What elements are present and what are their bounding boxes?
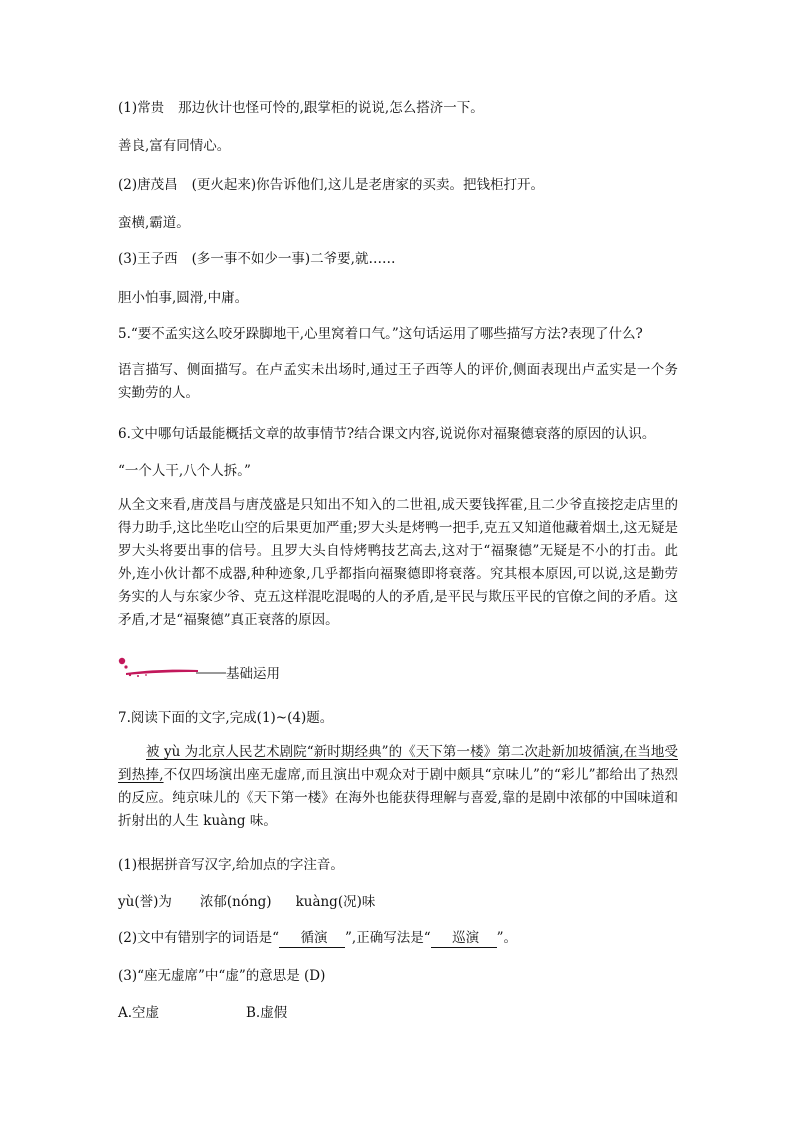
q4-item1 <box>118 99 484 117</box>
q7-sub2-wrong: 循演 <box>279 929 345 948</box>
q6-answer-quote: “一个人干,八个人拆。” <box>118 463 251 479</box>
section-swoosh-icon <box>118 656 228 686</box>
q7-passage <box>118 741 678 833</box>
q7-sub1-c: kuàng(况)味 <box>295 894 376 910</box>
q7-sub2-pre: (2)文中有错别字的词语是“ <box>118 930 280 946</box>
q7-option-b: B.虚假 <box>246 1005 288 1021</box>
q7-sub1-b: 浓郁(nóng) <box>199 894 272 910</box>
q4-item2-label: (2)唐茂昌 <box>118 177 178 193</box>
q7-sub2-mid: ”,正确写法是“ <box>345 930 431 946</box>
q7-question: 7.阅读下面的文字,完成(1)~(4)题。 <box>118 710 334 726</box>
q7-sub2-post: ”。 <box>496 930 518 946</box>
q6-question: 6.文中哪句话最能概括文章的故事情节?结合课文内容,说说你对福聚德衰落的原因的认识。 <box>118 426 656 442</box>
q4-item1-label: (1)常贵 <box>118 100 165 116</box>
q7-sub2 <box>118 929 517 948</box>
q7-sub1: (1)根据拼音写汉字,给加点的字注音。 <box>118 857 344 873</box>
section-header <box>118 656 318 686</box>
q4-item3-answer: 胆小怕事,圆滑,中庸。 <box>118 290 249 306</box>
q4-item3-label: (3)王子西 <box>118 251 178 267</box>
q7-sub1-answers <box>118 893 375 911</box>
q7-options <box>118 1004 287 1022</box>
q4-item3-text: (多一事不如少一事)二爷要,就…… <box>191 251 396 267</box>
section-title: 基础运用 <box>226 666 280 682</box>
q7-passage-rest: 不仅四场演出座无虚席,而且演出中观众对于剧中颇具“京味儿”的“彩儿”都给出了热烈的反应。纯京味儿的《天下第一楼》在海外也能获得理解与喜爱,靠的是剧中浓郁的中国味道和折射出的人生 kuàng 味。 <box>118 767 678 829</box>
q7-sub3: (3)“座无虚席”中“虚”的意思是 (D) <box>118 968 326 984</box>
q7-sub1-a: yù(誉)为 <box>118 894 172 910</box>
q4-item2-text: (更火起来)你告诉他们,这儿是老唐家的买卖。把钱柜打开。 <box>191 177 544 193</box>
q4-item1-answer: 善良,富有同情心。 <box>118 138 231 154</box>
q4-item3 <box>118 250 395 268</box>
q6-answer: 从全文来看,唐茂昌与唐茂盛是只知出不知入的二世祖,成天要钱挥霍,且二少爷直接挖走店里的得力助手,这比坐吃山空的后果更加严重;罗大头是烤鸭一把手,克五又知道他藏着烟土,这无疑是罗大头将要出事的信号。且罗大头自恃烤鸭技艺高去,这对于“福聚德”无疑是不小的打击。此外,连小伙计都不成器,种种迹象,几乎都指向福聚德即将衰落。究其根本原因,可以说,这是勤劳务实的人与东家少爷、克五这样混吃混喝的人的矛盾,是平民与欺压平民的官僚之间的矛盾。这矛盾,才是“福聚德”真正衰落的原因。 <box>118 497 678 628</box>
q7-passage-underlined: 被 yù 为北京人民艺术剧院“新时期经典”的《天下第一楼》第二次赴新加坡循演,在当地受到热捧, <box>118 744 678 783</box>
q7-sub2-right: 巡演 <box>431 929 497 948</box>
q4-item1-text: 那边伙计也怪可怜的,跟掌柜的说说,怎么搭济一下。 <box>178 100 484 116</box>
q5-question: 5.“要不孟实这么咬牙跺脚地干,心里窝着口气。”这句话运用了哪些描写方法?表现了什么? <box>118 326 643 342</box>
q5-answer: 语言描写、侧面描写。在卢孟实未出场时,通过王子西等人的评价,侧面表现出卢孟实是一个务实勤劳的人。 <box>118 362 678 401</box>
q4-item2 <box>118 176 544 194</box>
q7-option-a: A.空虚 <box>118 1005 160 1021</box>
q4-item2-answer: 蛮横,霸道。 <box>118 215 190 231</box>
